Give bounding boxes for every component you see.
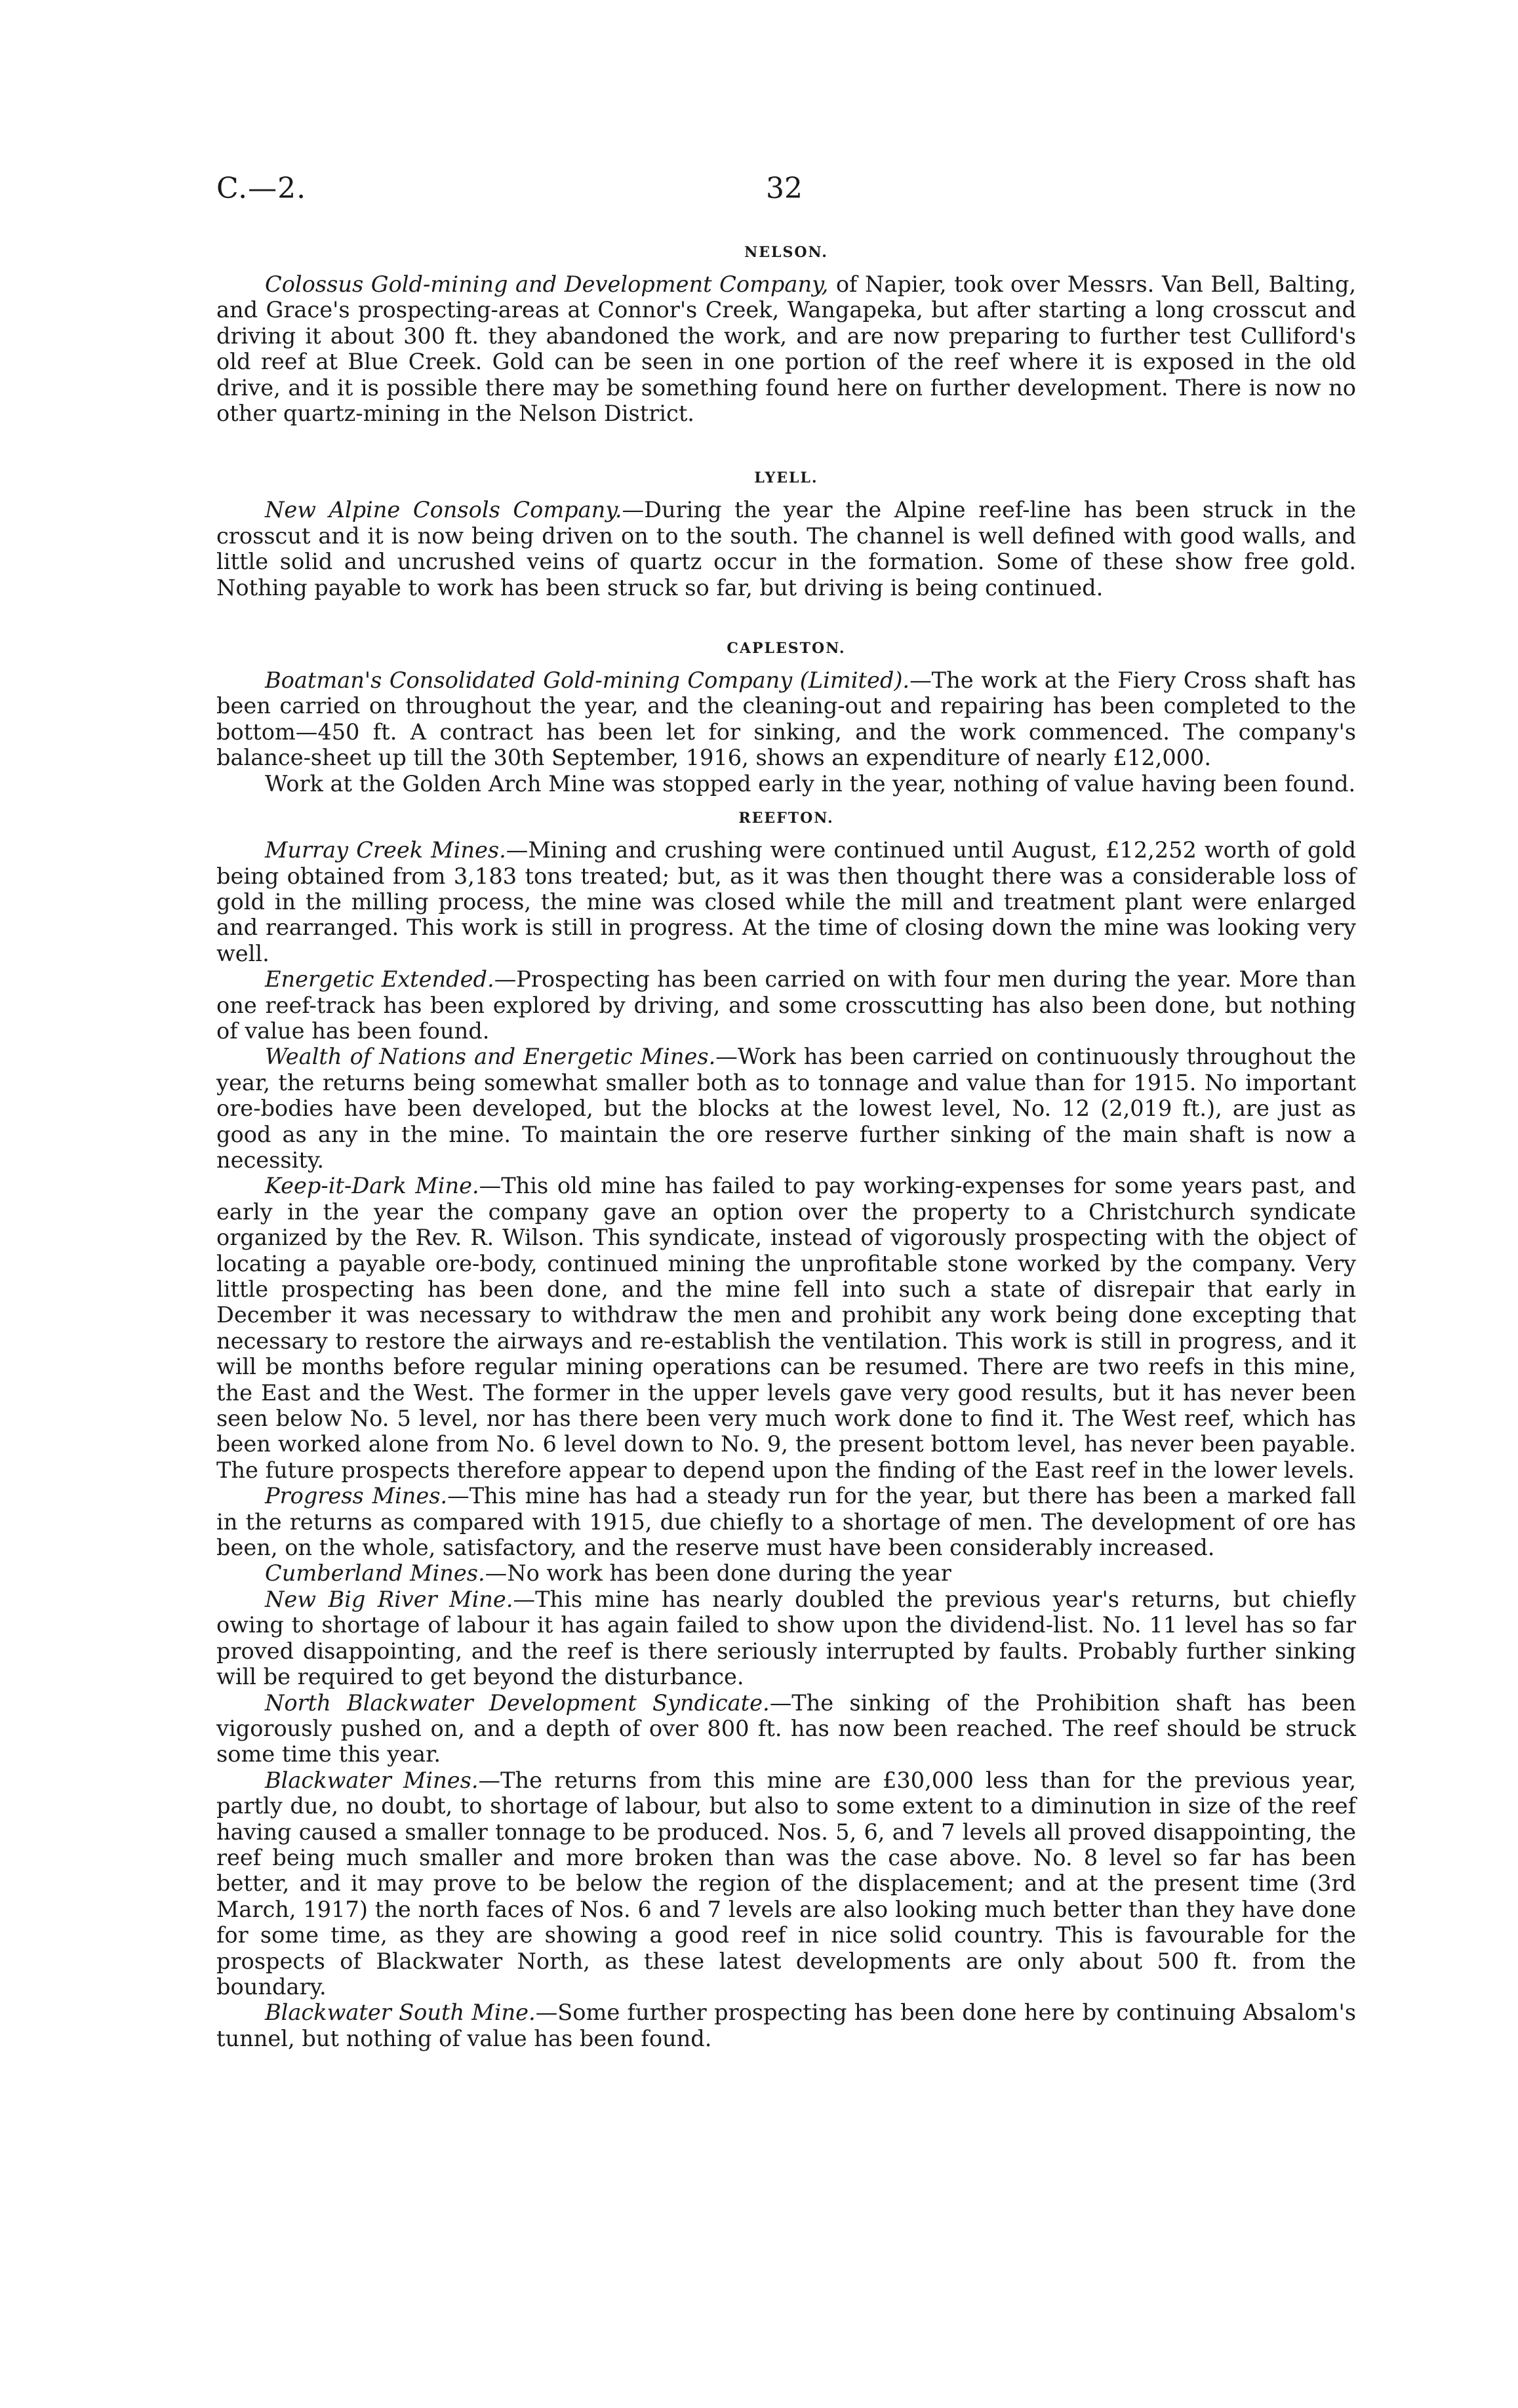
page-body: [216, 243, 1356, 2051]
paragraph: [216, 1173, 1356, 1483]
paragraph: [216, 1044, 1356, 1173]
paragraph-text: —Mining and crushing were continued until August, £12,252 worth of gold being obtained from 3,183 tons treated; but, as it was then thought there was a considerable loss of gold in the milling process, the mine was closed while the mill and treatment plant were enlarged and rearranged. This work is still in progress. At the time of closing down the mine was looking very well.: [216, 837, 1356, 966]
paragraph-text: —The sinking of the Prohibition shaft has been vigorously pushed on, and a depth of over 800 ft. has now been reached. The reef should be struck some time this year.: [216, 1689, 1356, 1767]
paragraph-text: —This old mine has failed to pay working-expenses for some years past, and early in the year the company gave an option over the property to a Christchurch syndicate organized by the Rev. R. Wilson. This syndicate, instead of vigorously prospecting with the object of locating a payable ore-body, continued mining the unprofitable stone worked by the company. Very little prospecting has been done, and the mine fell into such a state of disrepair that early in December it was necessary to withdraw the men and prohibit any work being done excepting that necessary to restore the airways and re-establish the ventilation. This work is still in progress, and it will be months before regular mining operations can be resumed. There are two reefs in this mine, the East and the West. The former in the upper levels gave very good results, but it has never been seen below No. 5 level, nor has there been very much work done to find it. The West reef, which has been worked alone from No. 6 level down to No. 9, the present bottom level, has never been payable. The future prospects therefore appear to depend upon the finding of the East reef in the lower levels.: [216, 1173, 1356, 1483]
paragraph-text: —This mine has nearly doubled the previous year's returns, but chiefly owing to shortage of labour it has again failed to show upon the dividend-list. No. 11 level has so far proved disappointing, and the reef is there seriously interrupted by faults. Probably further sinking will be required to get beyond the disturbance.: [216, 1586, 1356, 1690]
paragraph-text: —The work at the Fiery Cross shaft has been carried on throughout the year, and the cleaning-out and repairing has been completed to the bottom—450 ft. A contract has been let for sinking, and the work commenced. The company's balance-sheet up till the 30th September, 1916, shows an expenditure of nearly £12,000.: [216, 667, 1356, 771]
paragraph-text: —The returns from this mine are £30,000 less than for the previous year, partly due, no doubt, to shortage of labour, but also to some extent to a diminution in size of the reef having caused a smaller tonnage to be produced. Nos. 5, 6, and 7 levels all proved disappointing, the reef being much smaller and more broken than was the case above. No. 8 level so far has been better, and it may prove to be below the region of the displacement; and at the present time (3rd March, 1917) the north faces of Nos. 6 and 7 levels are also looking much better than they have done for some time, as they are showing a good reef in nice solid country. This is favourable for the prospects of Blackwater North, as these latest developments are only about 500 ft. from the boundary.: [216, 1767, 1356, 2000]
document-code: C.—2.: [216, 172, 307, 205]
section-heading: CAPLESTON.: [727, 640, 846, 658]
section-heading: LYELL.: [754, 469, 818, 487]
paragraph-lead: North Blackwater Development Syndicate.: [265, 1689, 770, 1716]
section-capleston: [216, 639, 1356, 797]
paragraph: [216, 1560, 1356, 1586]
paragraph-lead: Blackwater Mines.: [265, 1767, 479, 1793]
page-header: [216, 172, 1361, 218]
page-number: 32: [766, 172, 803, 205]
paragraph: [216, 1483, 1356, 1560]
paragraph-text: —No work has been done during the year: [485, 1560, 951, 1587]
paragraph-text: —Work has been carried on continuously throughout the year, the returns being somewhat smaller both as to tonnage and value than for 1915. No important ore-bodies have been developed, but the blocks at the lowest level, No. 12 (2,019 ft.), are just as good as any in the mine. To maintain the ore reserve further sinking of the main shaft is now a necessity.: [216, 1044, 1356, 1173]
paragraph-lead: Colossus Gold-mining and Development Company,: [265, 271, 829, 297]
paragraph: [216, 1767, 1356, 2000]
paragraph-text: —During the year the Alpine reef-line has been struck in the crosscut and it is now being driven on to the south. The channel is well defined with good walls, and little solid and uncrushed veins of quartz occur in the formation. Some of these show free gold. Nothing payable to work has been struck so far, but driving is being continued.: [216, 497, 1356, 601]
paragraph: [216, 1587, 1356, 1690]
paragraph: [216, 1690, 1356, 1767]
paragraph-lead: Wealth of Nations and Energetic Mines.: [265, 1044, 716, 1070]
section-heading: NELSON.: [744, 244, 828, 261]
paragraph-lead: Blackwater South Mine.: [265, 2000, 536, 2026]
paragraph: [216, 837, 1356, 966]
paragraph-lead: Cumberland Mines.: [265, 1560, 485, 1587]
section-heading: REEFTON.: [738, 810, 834, 827]
paragraph: [216, 771, 1356, 797]
section-reefton: [216, 808, 1356, 2051]
paragraph: [216, 2000, 1356, 2051]
paragraph-lead: Energetic Extended.: [265, 966, 494, 993]
paragraph: [216, 966, 1356, 1044]
paragraph-text: —Prospecting has been carried on with four men during the year. More than one reef-track has been explored by driving, and some crosscutting has also been done, but nothing of value has been found.: [216, 966, 1356, 1044]
paragraph-lead: Keep-it-Dark Mine.: [265, 1173, 479, 1199]
paragraph-text: —Some further prospecting has been done here by continuing Absalom's tunnel, but nothing of value has been found.: [216, 2000, 1356, 2051]
paragraph-lead: Progress Mines.: [265, 1483, 448, 1509]
paragraph: [216, 497, 1356, 601]
paragraph-text: —This mine has had a steady run for the year, but there has been a marked fall in the returns as compared with 1915, due chiefly to a shortage of men. The development of ore has been, on the whole, satisfactory, and the reserve must have been considerably increased.: [216, 1483, 1356, 1561]
section-lyell: [216, 468, 1356, 601]
paragraph-text: of Napier, took over Messrs. Van Bell, Balting, and Grace's prospecting-areas at Connor's Creek, Wangapeka, but after starting a long crosscut and driving it about 300 ft. they abandoned the work, and are now preparing to further test Culliford's old reef at Blue Creek. Gold can be seen in one portion of the reef where it is exposed in the old drive, and it is possible there may be something found here on further development. There is now no other quartz-mining in the Nelson District.: [216, 271, 1357, 427]
paragraph-lead: Murray Creek Mines.: [265, 837, 506, 863]
paragraph-lead: New Big River Mine.: [265, 1586, 513, 1612]
paragraph: [216, 271, 1356, 426]
section-nelson: [216, 243, 1356, 426]
paragraph-lead: Boatman's Consolidated Gold-mining Company (Limited).: [265, 667, 910, 694]
paragraph: [216, 667, 1356, 771]
paragraph-text: Work at the Golden Arch Mine was stopped early in the year, nothing of value having been found.: [265, 770, 1356, 797]
paragraph-lead: New Alpine Consols Company.: [265, 497, 622, 523]
